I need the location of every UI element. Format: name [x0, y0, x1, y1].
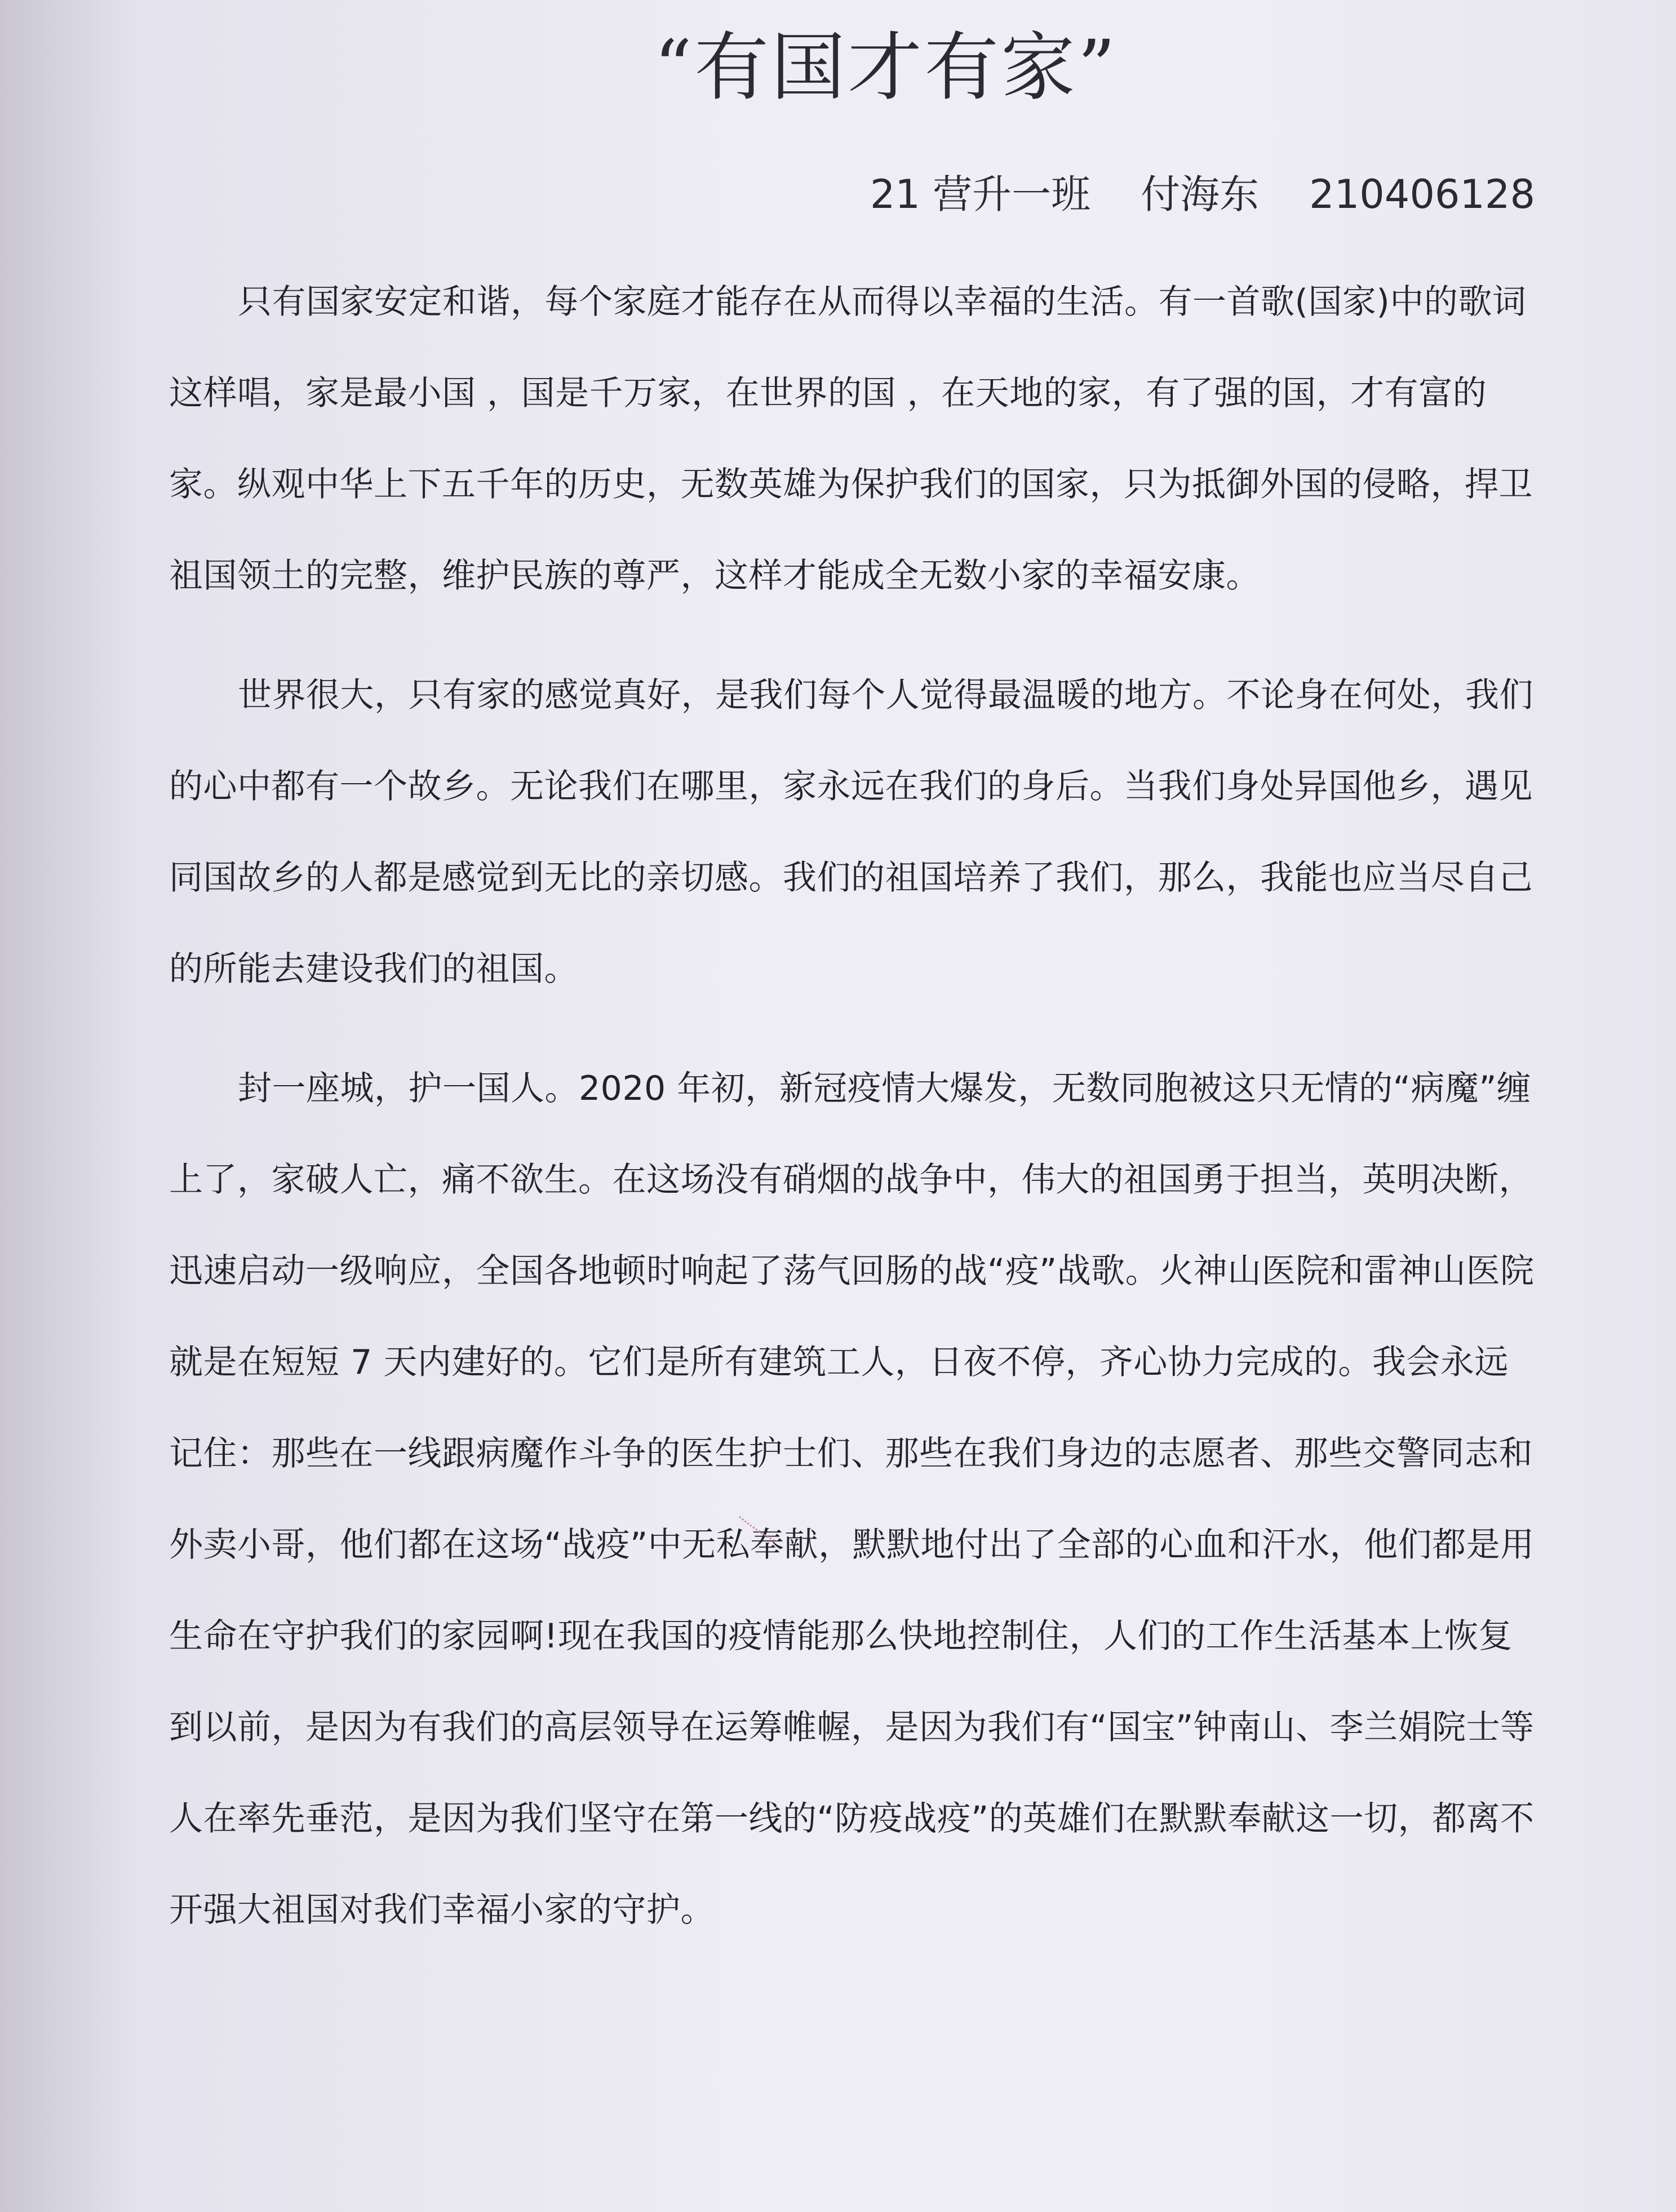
author-byline: 21 营升一班 付海东 210406128: [870, 171, 1535, 217]
essay-title: “有国才有家”: [654, 24, 1118, 111]
paragraph-2: 世界很大，只有家的感觉真好，是我们每个人觉得最温暖的地方。不论身在何处，我们的心中都有一个故乡。无论我们在哪里，家永远在我们的身后。当我们身处异国他乡，遇见同国故乡的人都是感觉到无比的亲切感。我们的祖国培养了我们，那么，我能也应当尽自己的所能去建设我们的祖国。: [169, 676, 1533, 989]
pen-mark: [738, 1516, 778, 1544]
paragraph-1: 只有国家安定和谐，每个家庭才能存在从而得以幸福的生活。有一首歌(国家)中的歌词这样唱，家是最小国 ，国是千万家，在世界的国 ，在天地的家，有了强的国，才有富的家。纵观中华上下五千年的历史，无数英雄为保护我们的国家，只为抵御外国的侵略，捍卫祖国领土的完整，维护民族的尊严，这样才能成全无数小家的幸福安康。: [169, 282, 1533, 596]
paragraph-3: 封一座城，护一国人。2020 年初，新冠疫情大爆发，无数同胞被这只无情的“病魔”缠上了，家破人亡，痛不欲生。在这场没有硝烟的战争中，伟大的祖国勇于担当，英明决断，迅速启动一级响应，全国各地顿时响起了荡气回肠的战“疫”战歌。火神山医院和雷神山医院就是在短短 7 天内建好的。它们是所有建筑工人，日夜不停，齐心协力完成的。我会永远记住：那些在一线跟病魔作斗争的医生护士们、那些在我们身边的志愿者、那些交警同志和外卖小哥，他们都在这场“战疫”中无私奉献，默默地付出了全部的心血和汗水，他们都是用生命在守护我们的家园啊!现在我国的疫情能那么快地控制住，人们的工作生活基本上恢复到以前，是因为有我们的高层领导在运筹帷幄，是因为我们有“国宝”钟南山、李兰娟院士等人在率先垂范，是因为我们坚守在第一线的“防疫战疫”的英雄们在默默奉献这一切，都离不开强大祖国对我们幸福小家的守护。: [169, 1069, 1535, 1930]
